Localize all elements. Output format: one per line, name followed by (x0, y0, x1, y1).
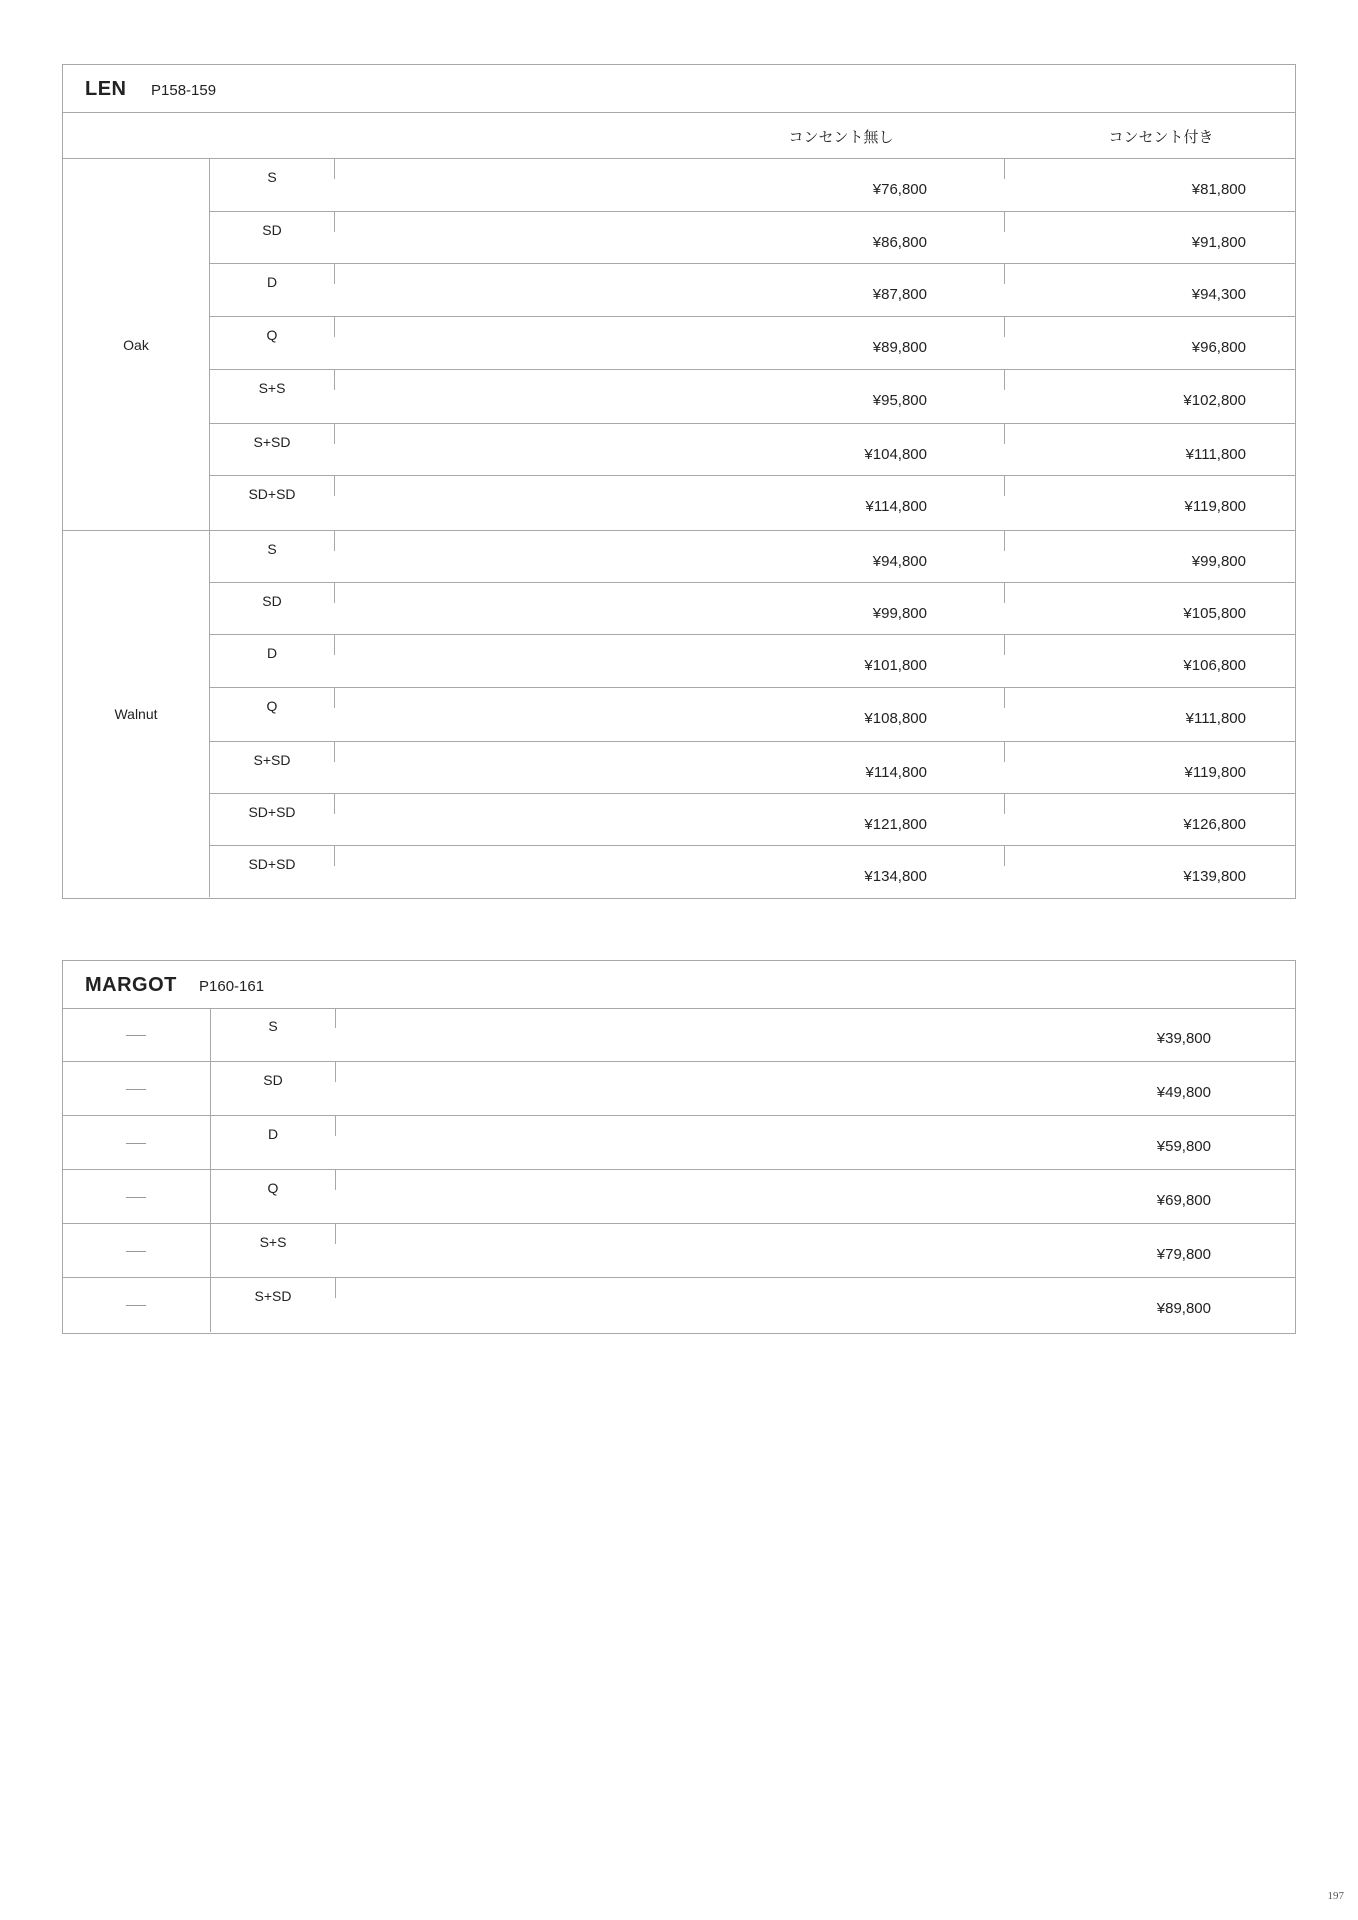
table-row (63, 1062, 1295, 1116)
catalog-pages: P158-159 (151, 82, 217, 99)
price-without-outlet: ¥121,800 (864, 816, 927, 833)
empty-dash (126, 1035, 146, 1036)
cell-divider-tick (1004, 159, 1005, 179)
cell-divider-tick (335, 1278, 336, 1298)
empty-dash (126, 1089, 146, 1090)
table-row (63, 1170, 1295, 1224)
table-row (210, 212, 1295, 264)
size-label: S (267, 541, 277, 557)
cell-divider-tick (334, 476, 335, 496)
cell-divider-tick (1004, 264, 1005, 284)
table-row (63, 1278, 1295, 1332)
price-with-outlet: ¥81,800 (1191, 181, 1246, 198)
price-with-outlet: ¥94,300 (1191, 286, 1246, 303)
wood-group-cell (63, 531, 210, 897)
price-without-outlet: ¥99,800 (872, 605, 927, 622)
price: ¥89,800 (1156, 1300, 1211, 1317)
size-label: D (266, 645, 278, 661)
price-with-outlet: ¥91,800 (1191, 234, 1246, 251)
column-divider (210, 1116, 211, 1169)
column-divider (210, 1278, 211, 1332)
column-divider (210, 1008, 211, 1061)
size-label: SD (262, 222, 282, 238)
column-divider (210, 1224, 211, 1277)
cell-divider-tick (334, 583, 335, 603)
size-label: SD (262, 593, 282, 609)
cell-divider-tick (1004, 424, 1005, 444)
size-label: S (267, 169, 277, 185)
size-label: S+SD (254, 1288, 292, 1304)
table-row (210, 531, 1295, 583)
price-without-outlet: ¥89,800 (872, 339, 927, 356)
table-row (63, 1116, 1295, 1170)
size-label: D (267, 1126, 279, 1142)
price-without-outlet: ¥87,800 (872, 286, 927, 303)
margot-price-table (62, 960, 1296, 1334)
cell-divider-tick (1004, 846, 1005, 866)
table-row (210, 688, 1295, 742)
price: ¥79,800 (1156, 1246, 1211, 1263)
price-with-outlet: ¥111,800 (1185, 446, 1246, 463)
column-divider (210, 1170, 211, 1223)
cell-divider-tick (335, 1116, 336, 1136)
len-price-table (62, 64, 1296, 899)
cell-divider-tick (335, 1008, 336, 1028)
cell-divider-tick (334, 424, 335, 444)
cell-divider-tick (1004, 742, 1005, 762)
price-with-outlet: ¥99,800 (1191, 553, 1246, 570)
empty-dash (126, 1305, 146, 1306)
table-row (210, 317, 1295, 370)
cell-divider-tick (334, 794, 335, 814)
cell-divider-tick (335, 1170, 336, 1190)
cell-divider-tick (334, 846, 335, 866)
price-without-outlet: ¥76,800 (872, 181, 927, 198)
table-row (210, 264, 1295, 317)
price-without-outlet: ¥95,800 (872, 392, 927, 409)
cell-divider-tick (1004, 370, 1005, 390)
size-label: D (266, 274, 278, 290)
cell-divider-tick (1004, 688, 1005, 708)
size-label: S (268, 1018, 278, 1034)
cell-divider-tick (1004, 531, 1005, 551)
size-label: Q (266, 698, 278, 714)
table-row (210, 846, 1295, 897)
table-row (210, 583, 1295, 635)
table-row (210, 159, 1295, 212)
cell-divider-tick (334, 212, 335, 232)
price: ¥49,800 (1156, 1084, 1211, 1101)
column-divider (210, 1062, 211, 1115)
empty-dash (126, 1197, 146, 1198)
cell-divider-tick (334, 688, 335, 708)
margot-title-row (63, 961, 1295, 1009)
price-without-outlet: ¥114,800 (865, 764, 927, 781)
catalog-pages: P160-161 (199, 978, 265, 995)
table-row (63, 1008, 1295, 1062)
price: ¥59,800 (1156, 1138, 1211, 1155)
cell-divider-tick (334, 370, 335, 390)
column-header-row (63, 112, 1295, 159)
price-with-outlet: ¥96,800 (1191, 339, 1246, 356)
size-label: S+SD (253, 752, 291, 768)
price-without-outlet: ¥86,800 (872, 234, 927, 251)
size-label: Q (267, 1180, 279, 1196)
cell-divider-tick (1004, 317, 1005, 337)
table-row (210, 370, 1295, 424)
price-with-outlet: ¥119,800 (1184, 764, 1246, 781)
price-with-outlet: ¥102,800 (1183, 392, 1246, 409)
cell-divider-tick (335, 1062, 336, 1082)
table-row (210, 424, 1295, 476)
price-without-outlet: ¥114,800 (865, 498, 927, 515)
table-row (210, 742, 1295, 794)
size-label: SD+SD (248, 804, 296, 820)
price: ¥69,800 (1156, 1192, 1211, 1209)
cell-divider-tick (335, 1224, 336, 1244)
price-with-outlet: ¥119,800 (1184, 498, 1246, 515)
price-with-outlet: ¥106,800 (1183, 657, 1246, 674)
size-label: S+S (258, 380, 286, 396)
cell-divider-tick (1004, 794, 1005, 814)
price-with-outlet: ¥126,800 (1183, 816, 1246, 833)
price-with-outlet: ¥105,800 (1183, 605, 1246, 622)
cell-divider-tick (1004, 583, 1005, 603)
header-without-outlet: コンセント無し (788, 129, 894, 146)
empty-dash (126, 1143, 146, 1144)
cell-divider-tick (334, 742, 335, 762)
table-row (210, 794, 1295, 846)
cell-divider-tick (1004, 635, 1005, 655)
header-with-outlet: コンセント付き (1108, 129, 1214, 146)
table-row (210, 635, 1295, 688)
wood-group-cell (63, 159, 210, 531)
size-label: SD+SD (248, 856, 296, 872)
product-name: MARGOT (85, 974, 177, 996)
table-row (210, 476, 1295, 531)
price-without-outlet: ¥108,800 (864, 710, 927, 727)
size-label: Q (266, 327, 278, 343)
cell-divider-tick (1004, 476, 1005, 496)
product-name: LEN (85, 78, 127, 100)
size-label: SD (263, 1072, 283, 1088)
price-without-outlet: ¥134,800 (864, 868, 927, 885)
size-label: S+SD (253, 434, 291, 450)
cell-divider-tick (334, 635, 335, 655)
size-label: S+S (259, 1234, 287, 1250)
price: ¥39,800 (1156, 1030, 1211, 1047)
price-without-outlet: ¥94,800 (872, 553, 927, 570)
price-with-outlet: ¥111,800 (1185, 710, 1246, 727)
cell-divider-tick (1004, 212, 1005, 232)
table-row (63, 1224, 1295, 1278)
cell-divider-tick (334, 159, 335, 179)
cell-divider-tick (334, 531, 335, 551)
wood-label: Oak (123, 337, 149, 353)
price-without-outlet: ¥104,800 (864, 446, 927, 463)
price-without-outlet: ¥101,800 (864, 657, 927, 674)
price-with-outlet: ¥139,800 (1183, 868, 1246, 885)
size-label: SD+SD (248, 486, 296, 502)
empty-dash (126, 1251, 146, 1252)
wood-label: Walnut (114, 706, 158, 722)
cell-divider-tick (334, 317, 335, 337)
cell-divider-tick (334, 264, 335, 284)
len-title-row (63, 65, 1295, 113)
page-number: 197 (1327, 1890, 1344, 1902)
